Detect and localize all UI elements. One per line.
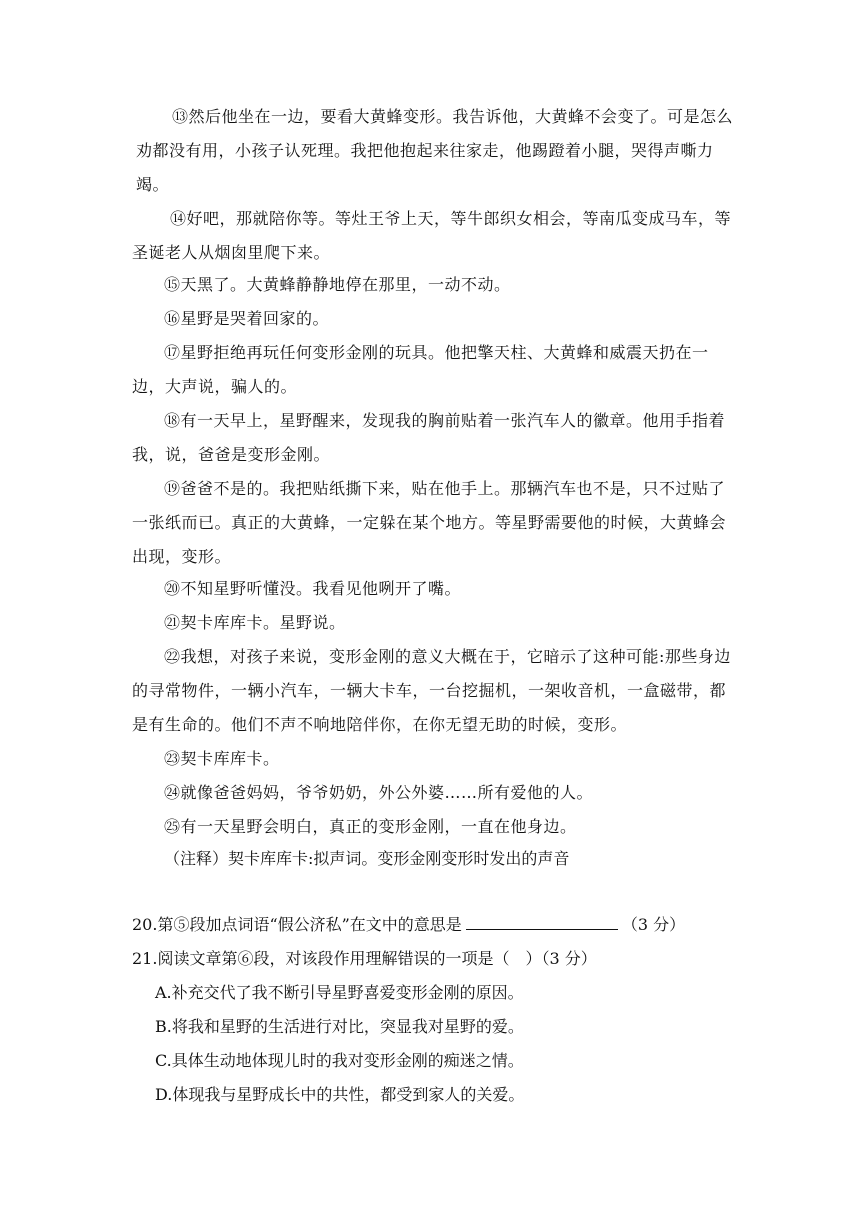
paragraph-15: ⑮天黑了。大黄蜂静静地停在那里，一动不动。 bbox=[164, 275, 511, 294]
paragraph-25: ㉕有一天星野会明白，真正的变形金刚，一直在他身边。 bbox=[164, 817, 577, 836]
option-b: B.将我和星野的生活进行对比，突显我对星野的爱。 bbox=[155, 1017, 524, 1036]
paragraph-24: ㉔就像爸爸妈妈，爷爷奶奶，外公外婆……所有爱他的人。 bbox=[164, 783, 594, 802]
question-20-text: 20.第⑤段加点词语“假公济私”在文中的意思是 bbox=[132, 915, 462, 934]
paragraph-18: ⑱有一天早上，星野醒来，发现我的胸前贴着一张汽车人的徽章。他用手指着我，说，爸爸是变形金刚。 bbox=[132, 411, 726, 464]
question-20 bbox=[132, 908, 685, 942]
paragraph-23: ㉓契卡库库卡。 bbox=[164, 749, 280, 768]
question-20-score: （3 分） bbox=[621, 915, 686, 934]
option-a: A.补充交代了我不断引导星野喜爱变形金刚的原因。 bbox=[155, 983, 524, 1002]
paragraph-17: ⑰星野拒绝再玩任何变形金刚的玩具。他把擎天柱、大黄蜂和威震天扔在一边，大声说，骗人的。 bbox=[132, 343, 709, 396]
paragraph-21: ㉑契卡库库卡。星野说。 bbox=[164, 613, 346, 632]
option-d: D.体现我与星野成长中的共性，都受到家人的关爱。 bbox=[155, 1085, 525, 1104]
question-21: 21.阅读文章第⑥段，对该段作用理解错误的一项是（ ）（3 分） bbox=[132, 949, 597, 968]
paragraph-19: ⑲爸爸不是的。我把贴纸撕下来，贴在他手上。那辆汽车也不是，只不过贴了一张纸而已。真正的大黄蜂，一定躲在某个地方。等星野需要他的时候，大黄蜂会出现，变形。 bbox=[132, 479, 727, 566]
option-c: C.具体生动地体现儿时的我对变形金刚的痴迷之情。 bbox=[155, 1051, 524, 1070]
paragraph-13: ⑬然后他坐在一边，要看大黄蜂变形。我告诉他，大黄蜂不会变了。可是怎么劝都没有用，小孩子认死理。我把他抱起来往家走，他踢蹬着小腿，哭得声嘶力竭。 bbox=[136, 107, 734, 194]
paragraph-16: ⑯星野是哭着回家的。 bbox=[164, 309, 330, 328]
annotation-note: （注释）契卡库库卡:拟声词。变形金刚变形时发出的声音 bbox=[164, 849, 570, 868]
paragraph-22: ㉒我想，对孩子来说，变形金刚的意义大概在于，它暗示了这种可能:那些身边的寻常物件，一辆小汽车，一辆大卡车，一台挖掘机，一架收音机，一盒磁带，都是有生命的。他们不声不响地陪伴你，在你无望无助的时候，变形。 bbox=[132, 647, 731, 734]
answer-blank-20[interactable] bbox=[466, 911, 618, 930]
paragraph-14: ⑭好吧，那就陪你等。等灶王爷上天，等牛郎织女相会，等南瓜变成马车，等圣诞老人从烟囱里爬下来。 bbox=[132, 209, 732, 262]
paragraph-20: ⑳不知星野听懂没。我看见他咧开了嘴。 bbox=[164, 579, 462, 598]
